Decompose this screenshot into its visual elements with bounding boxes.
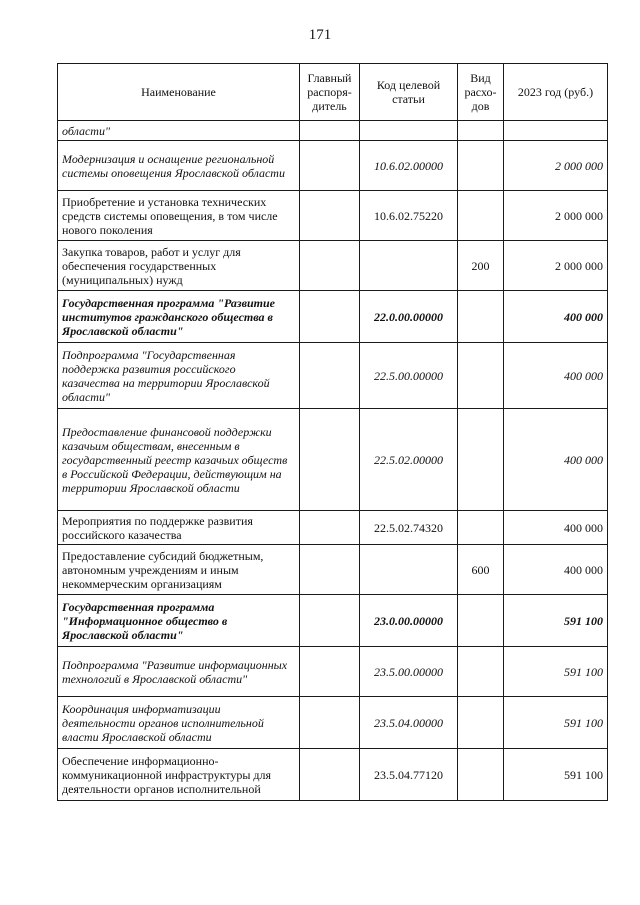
table-row bbox=[58, 595, 608, 647]
cell-ministry bbox=[300, 697, 360, 749]
cell-expense-type bbox=[458, 291, 504, 343]
cell-name: Приобретение и установка технических средств системы оповещения, в том числе нового поколения bbox=[58, 191, 300, 241]
cell-amount: 2 000 000 bbox=[504, 191, 608, 241]
header-expense-type: Вид расхо-дов bbox=[458, 64, 504, 121]
cell-code: 23.5.00.00000 bbox=[360, 647, 458, 697]
cell-name: Подпрограмма "Развитие информационных технологий в Ярославской области" bbox=[58, 647, 300, 697]
cell-ministry bbox=[300, 191, 360, 241]
cell-expense-type bbox=[458, 697, 504, 749]
cell-code: 10.6.02.00000 bbox=[360, 141, 458, 191]
cell-amount: 591 100 bbox=[504, 647, 608, 697]
cell-expense-type bbox=[458, 141, 504, 191]
header-name: Наименование bbox=[58, 64, 300, 121]
cell-name: Мероприятия по поддержке развития российского казачества bbox=[58, 511, 300, 545]
cell-name: Координация информатизации деятельности органов исполнительной власти Ярославской области bbox=[58, 697, 300, 749]
cell-amount: 400 000 bbox=[504, 409, 608, 511]
cell-code: 22.5.02.74320 bbox=[360, 511, 458, 545]
cell-code: 22.5.02.00000 bbox=[360, 409, 458, 511]
cell-name: Государственная программа "Развитие институтов гражданского общества в Ярославской области" bbox=[58, 291, 300, 343]
cell-code: 23.5.04.00000 bbox=[360, 697, 458, 749]
cell-ministry bbox=[300, 749, 360, 801]
cell-code bbox=[360, 241, 458, 291]
cell-name: Обеспечение информационно-коммуникационной инфраструктуры для деятельности органов исполнительной bbox=[58, 749, 300, 801]
header-ministry: Главный распоря-дитель bbox=[300, 64, 360, 121]
cell-amount: 400 000 bbox=[504, 511, 608, 545]
table-header-row bbox=[58, 64, 608, 121]
table-row bbox=[58, 697, 608, 749]
cell-amount: 400 000 bbox=[504, 545, 608, 595]
header-amount-2023: 2023 год (руб.) bbox=[504, 64, 608, 121]
cell-amount: 2 000 000 bbox=[504, 141, 608, 191]
cell-amount: 591 100 bbox=[504, 697, 608, 749]
cell-expense-type bbox=[458, 121, 504, 141]
cell-amount: 400 000 bbox=[504, 291, 608, 343]
table-row bbox=[58, 545, 608, 595]
cell-ministry bbox=[300, 141, 360, 191]
cell-expense-type bbox=[458, 191, 504, 241]
cell-expense-type bbox=[458, 511, 504, 545]
cell-name: Государственная программа "Информационное общество в Ярославской области" bbox=[58, 595, 300, 647]
table-row bbox=[58, 241, 608, 291]
cell-ministry bbox=[300, 409, 360, 511]
cell-amount: 2 000 000 bbox=[504, 241, 608, 291]
cell-code bbox=[360, 545, 458, 595]
table-body bbox=[58, 121, 608, 801]
cell-code: 23.5.04.77120 bbox=[360, 749, 458, 801]
cell-code: 22.5.00.00000 bbox=[360, 343, 458, 409]
cell-ministry bbox=[300, 343, 360, 409]
cell-ministry bbox=[300, 291, 360, 343]
cell-name: Закупка товаров, работ и услуг для обеспечения государственных (муниципальных) нужд bbox=[58, 241, 300, 291]
table-row bbox=[58, 141, 608, 191]
cell-expense-type: 600 bbox=[458, 545, 504, 595]
table-row bbox=[58, 749, 608, 801]
cell-code bbox=[360, 121, 458, 141]
table-row bbox=[58, 343, 608, 409]
table-row bbox=[58, 121, 608, 141]
cell-ministry bbox=[300, 647, 360, 697]
table-row bbox=[58, 291, 608, 343]
cell-ministry bbox=[300, 241, 360, 291]
cell-name: области" bbox=[58, 121, 300, 141]
cell-amount: 591 100 bbox=[504, 595, 608, 647]
cell-name: Модернизация и оснащение региональной системы оповещения Ярославской области bbox=[58, 141, 300, 191]
cell-name: Предоставление субсидий бюджетным, автономным учреждениям и иным некоммерческим организациям bbox=[58, 545, 300, 595]
cell-expense-type bbox=[458, 595, 504, 647]
cell-amount bbox=[504, 121, 608, 141]
cell-code: 22.0.00.00000 bbox=[360, 291, 458, 343]
cell-amount: 591 100 bbox=[504, 749, 608, 801]
header-code: Код целевой статьи bbox=[360, 64, 458, 121]
cell-expense-type: 200 bbox=[458, 241, 504, 291]
cell-code: 10.6.02.75220 bbox=[360, 191, 458, 241]
cell-name: Подпрограмма "Государственная поддержка развития российского казачества на территории Ярославской области" bbox=[58, 343, 300, 409]
page-number: 171 bbox=[308, 27, 332, 43]
table-row bbox=[58, 409, 608, 511]
table-row bbox=[58, 647, 608, 697]
cell-name: Предоставление финансовой поддержки казачьим обществам, внесенным в государственный реестр казачьих обществ в Российской Федерации, действующим на территории Ярославской области bbox=[58, 409, 300, 511]
cell-ministry bbox=[300, 595, 360, 647]
cell-ministry bbox=[300, 121, 360, 141]
budget-table bbox=[57, 63, 608, 801]
cell-expense-type bbox=[458, 647, 504, 697]
cell-code: 23.0.00.00000 bbox=[360, 595, 458, 647]
cell-expense-type bbox=[458, 409, 504, 511]
table-row bbox=[58, 511, 608, 545]
cell-expense-type bbox=[458, 749, 504, 801]
table-row bbox=[58, 191, 608, 241]
cell-ministry bbox=[300, 545, 360, 595]
cell-amount: 400 000 bbox=[504, 343, 608, 409]
cell-ministry bbox=[300, 511, 360, 545]
cell-expense-type bbox=[458, 343, 504, 409]
